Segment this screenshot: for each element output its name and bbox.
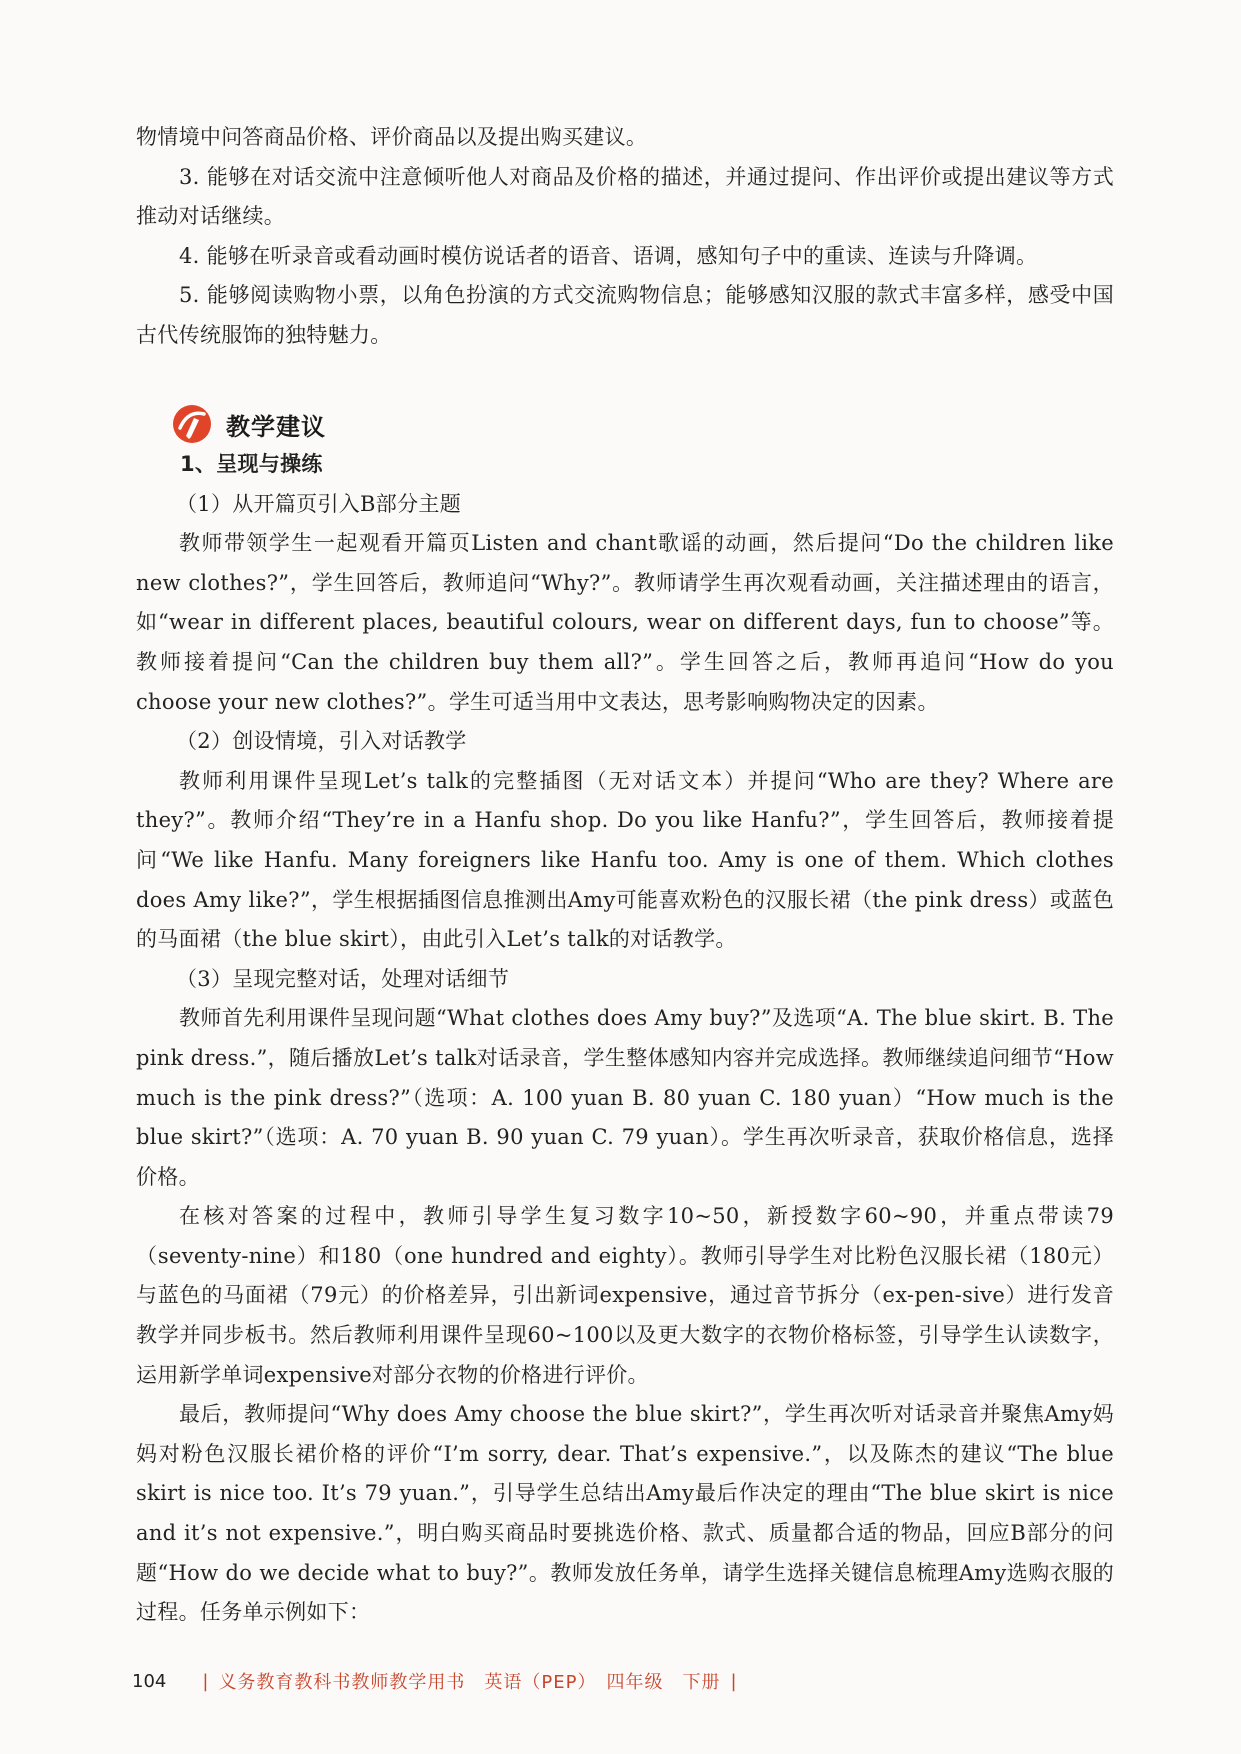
- paragraph-4: 在核对答案的过程中，教师引导学生复习数字10~50，新授数字60~90，并重点带读79（seventy-nine）和180（one hundred and eighty）。教师引导学生对比粉色汉服长裙（180元）与蓝色的马面裙（79元）的价格差异，引出新词expensive，通过音节拆分（ex-pen-sive）进行发音教学并同步板书。然后教师利用课件呈现60~100以及更大数字的衣物价格标签，引导学生认读数字，运用新学单词expensive对部分衣物的价格进行评价。: [136, 1204, 1114, 1387]
- paragraph-3: 教师首先利用课件呈现问题“What clothes does Amy buy?”及选项“A. The blue skirt. B. The pink dress.”，随后播放Let’s talk对话录音，学生整体感知内容并完成选择。教师继续追问细节“How much is the pink dress?”（选项：A. 100 yuan B. 80 yuan C. 180 yuan）“How much is the blue skirt?”（选项：A. 70 yuan B. 90 yuan C. 79 yuan）。学生再次听录音，获取价格信息，选择价格。: [136, 1006, 1114, 1189]
- objective-4: 4. 能够在听录音或看动画时模仿说话者的语音、语调，感知句子中的重读、连读与升降调。: [179, 243, 1038, 268]
- subheading-2: （2）创设情境，引入对话教学: [176, 729, 467, 754]
- section-header: [172, 402, 326, 446]
- page-footer: [132, 1668, 747, 1694]
- pen-brush-icon: [172, 404, 212, 444]
- objective-5: 5. 能够阅读购物小票，以角色扮演的方式交流购物信息；能够感知汉服的款式丰富多样，感受中国古代传统服饰的独特魅力。: [136, 283, 1114, 347]
- page-number: 104: [132, 1670, 167, 1692]
- subheading-3: （3）呈现完整对话，处理对话细节: [176, 966, 510, 991]
- footer-divider-right: |: [730, 1670, 737, 1692]
- footer-divider-left: |: [202, 1670, 209, 1692]
- teaching-suggestions: [136, 445, 1114, 1633]
- objective-3: 3. 能够在对话交流中注意倾听他人对商品及价格的描述，并通过提问、作出评价或提出建议等方式推动对话继续。: [136, 164, 1114, 229]
- paragraph-2: 教师利用课件呈现Let’s talk的完整插图（无对话文本）并提问“Who are they? Where are they?”。教师介绍“They’re in a Hanfu shop. Do you like Hanfu?”，学生回答后，教师接着提问“We like Hanfu. Many foreigners like Hanfu too. Amy is one of them. Which clothes does Amy like?”，学生根据插图信息推测出Amy可能喜欢粉色的汉服长裙（the pink dress）或蓝色的马面裙（the blue skirt），由此引入Let’s talk的对话教学。: [136, 768, 1114, 952]
- subheading-1: （1）从开篇页引入B部分主题: [176, 491, 461, 516]
- paragraph-1: 教师带领学生一起观看开篇页Listen and chant歌谣的动画，然后提问“Do the children like new clothes?”，学生回答后，教师追问“Why?”。教师请学生再次观看动画，关注描述理由的语言，如“wear in different places, beautiful colours, wear on different days, fun to choose”等。教师接着提问“Can the children buy them all?”。学生回答之后，教师再追问“How do you choose your new clothes?”。学生可适当用中文表达，思考影响购物决定的因素。: [136, 531, 1114, 714]
- objectives-continued: [136, 118, 1114, 356]
- book-title: 义务教育教科书教师教学用书 英语（PEP） 四年级 下册: [218, 1672, 721, 1693]
- section-title: 教学建议: [226, 412, 326, 441]
- paragraph-5: 最后，教师提问“Why does Amy choose the blue skirt?”，学生再次听对话录音并聚焦Amy妈妈对粉色汉服长裙价格的评价“I’m sorry, dear. That’s expensive.”，以及陈杰的建议“The blue skirt is nice too. It’s 79 yuan.”，引导学生总结出Amy最后作决定的理由“The blue skirt is nice and it’s not expensive.”，明白购买商品时要挑选价格、款式、质量都合适的物品，回应B部分的问题“How do we decide what to buy?”。教师发放任务单，请学生选择关键信息梳理Amy选购衣服的过程。任务单示例如下：: [136, 1402, 1114, 1625]
- heading-presentation-practice: 1、呈现与操练: [180, 452, 323, 476]
- objective-2-end: 物情境中问答商品价格、评价商品以及提出购买建议。: [136, 125, 648, 149]
